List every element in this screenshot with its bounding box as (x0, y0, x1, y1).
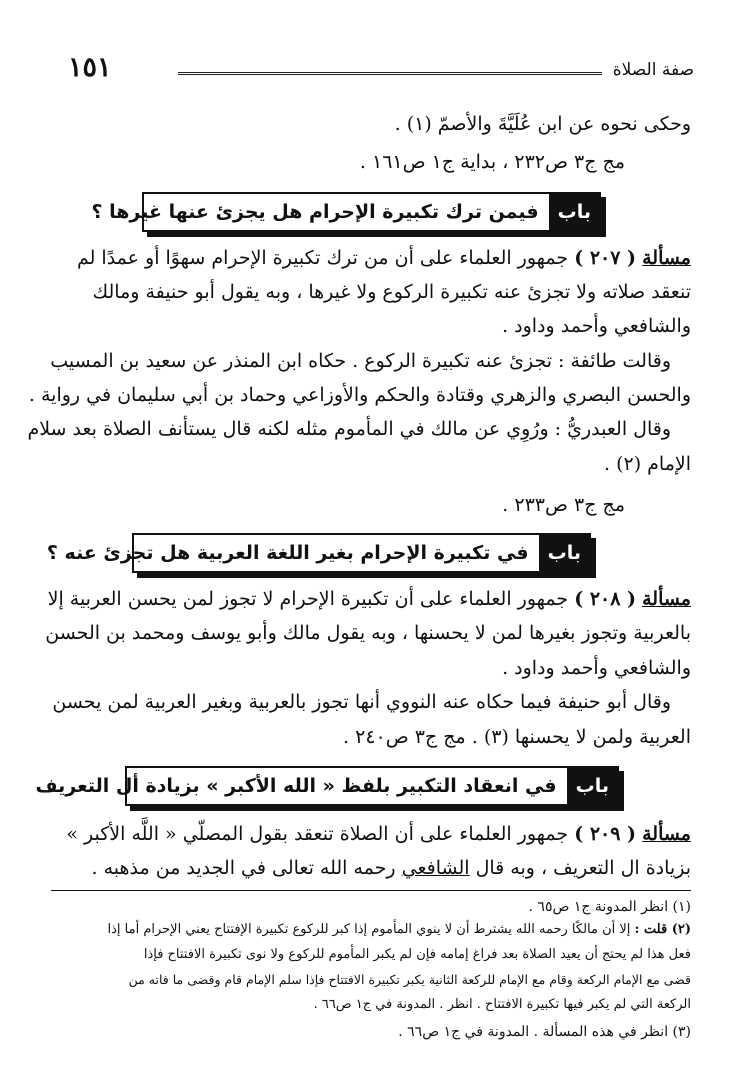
footnote-2-label: (٢) قلت : (634, 922, 691, 937)
masala-207-line-3: والشافعي وأحمد وداود . (502, 315, 691, 337)
masala-208-line-3: والشافعي وأحمد وداود . (502, 657, 691, 679)
footnote-2-line-4: الركعة التي لم يكبر فيها تكبيرة الافتتاح . انظر . المدونة في ج١ ص٦٦ . (313, 997, 691, 1012)
intro-reference: مج ج٣ ص٢٣٢ ، بداية ج١ ص١٦١ . (359, 151, 625, 173)
page-header (58, 52, 694, 86)
header-rule (178, 72, 602, 75)
masala-text: جمهور العلماء على أن الصلاة تنعقد بقول المصلّي « اللَّه الأكبر » (66, 823, 569, 845)
masala-207-line-2: تنعقد صلاته ولا تجزئ عنه تكبيرة الركوع ولا غيرها ، وبه يقول أبو حنيفة ومالك (92, 281, 691, 303)
masala-number: ( ٢٠٩ ) (574, 823, 637, 845)
footnote-rule (51, 890, 691, 891)
running-title: صفة الصلاة (612, 60, 694, 80)
footnote-2-line-1 (50, 920, 691, 940)
masala-208-line-2: بالعربية وتجوز بغيرها لمن لا يحسنها ، وبه يقول مالك وأبو يوسف ومحمد بن الحسن (45, 622, 691, 644)
masala-207-line-1 (60, 244, 691, 272)
chapter-title: فيمن ترك تكبيرة الإحرام هل يجزئ عنها غيرها ؟ (91, 201, 539, 223)
shafii-underlined: الشافعي (401, 857, 470, 879)
masala-text: جمهور العلماء على أن من ترك تكبيرة الإحرام سهوًا أو عمدًا لم (76, 247, 569, 269)
masala-207-reference: مج ج٣ ص٢٣٣ . (502, 494, 625, 516)
chapter-label: باب (567, 768, 618, 804)
chapter-box-3 (35, 766, 619, 806)
masala-209-line-2 (60, 854, 691, 882)
chapter-title: في تكبيرة الإحرام بغير اللغة العربية هل تجزئ عنه ؟ (46, 542, 529, 564)
page-number: ١٥١ (68, 52, 112, 83)
intro-line: وحكى نحوه عن ابن عُلَيَّةَ والأصمّ (١) . (394, 113, 691, 135)
footnote-2-line-3: قضى مع الإمام الركعة وقام مع الإمام للركعة الثانية يكبر تكبيرة الافتتاح فإذا سلم الإمام قام وقضى ما فاته من (128, 972, 691, 987)
footnote-3: (٣) انظر في هذه المسألة . المدونة في ج١ ص٦٦ . (398, 1024, 691, 1040)
masala-label: مسألة (642, 823, 691, 845)
masala-text: جمهور العلماء على أن تكبيرة الإحرام لا تجوز لمن يحسن العربية إلا (47, 588, 569, 610)
chapter-label: باب (539, 535, 590, 571)
chapter-title: في انعقاد التكبير بلفظ « الله الأكبر » بزيادة أل التعريف (35, 775, 557, 797)
masala-number: ( ٢٠٧ ) (574, 247, 637, 269)
text-part: بزيادة ال التعريف ، وبه قال (475, 857, 691, 879)
masala-label: مسألة (642, 247, 691, 269)
masala-207-line-6: وقال العبدريُّ : ورُوِي عن مالك في المأموم مثله لكنه قال يستأنف الصلاة بعد سلام (27, 418, 671, 440)
masala-207-line-4: وقالت طائفة : تجزئ عنه تكبيرة الركوع . حكاه ابن المنذر عن سعيد بن المسيب (50, 350, 671, 372)
masala-207-line-5: والحسن البصري والزهري وقتادة والحكم والأوزاعي وحماد بن أبي سليمان في رواية . (28, 384, 691, 406)
footnote-1: (١) انظر المدونة ج١ ص٦٥ . (528, 899, 691, 915)
footnote-2-line-2: فعل هذا لم يحتج أن يعيد الصلاة بعد فراغ إمامه فإن لم يكبر المأموم للركوع ولا نوى تكبيرة الافتتاح فإذا (143, 947, 691, 962)
text-part: رحمه الله تعالى في الجديد من مذهبه . (91, 857, 396, 879)
masala-207-line-7: الإمام (٢) . (603, 453, 691, 475)
chapter-box-1 (91, 192, 601, 232)
masala-number: ( ٢٠٨ ) (574, 588, 637, 610)
masala-208-line-5: العربية ولمن لا يحسنها (٣) . مج ج٣ ص٢٤٠ . (343, 726, 691, 748)
masala-208-line-4: وقال أبو حنيفة فيما حكاه عنه النووي أنها تجوز بالعربية وبغير العربية لمن يحسن (52, 691, 671, 713)
footnote-text: إلا أن مالكًا رحمه الله يشترط أن لا ينوي المأموم إذا كبر للركوع تكبيرة الإفتتاح يعني الإحرام أما إذا (107, 922, 631, 937)
masala-208-line-1 (47, 585, 691, 613)
chapter-box-2 (46, 533, 591, 573)
masala-label: مسألة (642, 588, 691, 610)
masala-209-line-1 (60, 820, 691, 848)
chapter-label: باب (549, 194, 600, 230)
